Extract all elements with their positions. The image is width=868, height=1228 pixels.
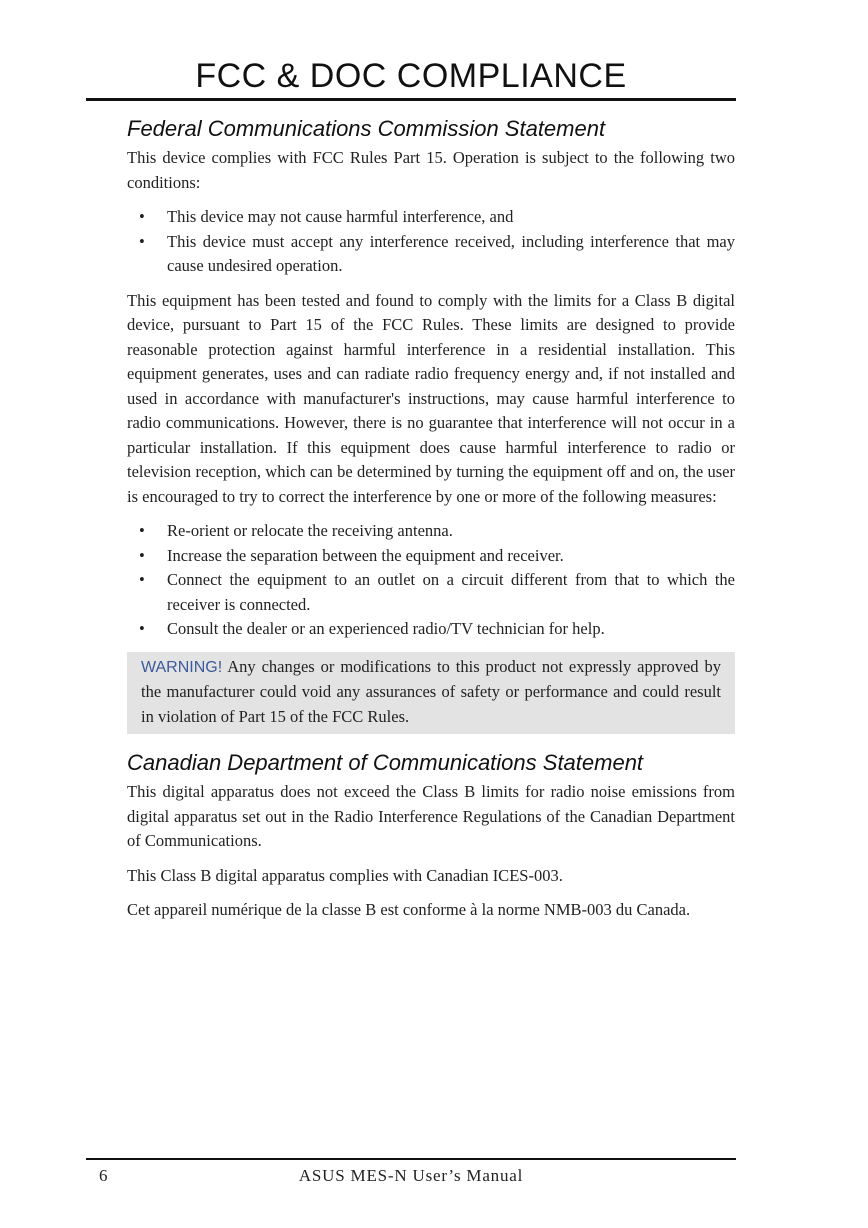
- doc-section-heading: Canadian Department of Communications Statement: [127, 750, 644, 775]
- manual-title: ASUS MES-N User’s Manual: [298, 1166, 524, 1185]
- list-item-text: Re-orient or relocate the receiving antenna.: [167, 521, 453, 540]
- list-item-text: This device must accept any interference received, including interference that may cause undesired operation.: [167, 231, 735, 275]
- list-item-text: Connect the equipment to an outlet on a circuit different from that to which the receiver is connected.: [167, 570, 735, 614]
- bullet-glyph: •: [139, 521, 145, 540]
- fcc-body-paragraph: This equipment has been tested and found to comply with the limits for a Class B digital device, pursuant to Part 15 of the FCC Rules. These limits are designed to provide reasonable protection against harmful interference in a residential installation. This equipment generates, uses and can radiate radio frequency energy and, if not installed and used in accordance with manufacturer's instructions, may cause harmful interference to radio communications. However, there is no guarantee that interference will not occur in a particular installation. If this equipment does cause harmful interference to radio or television reception, which can be determined by turning the equipment off and on, the user is encouraged to try to correct the interference by one or more of the following measures:: [127, 290, 735, 506]
- list-item: [127, 519, 735, 544]
- doc-paragraph: This digital apparatus does not exceed the Class B limits for radio noise emissions from digital apparatus set out in the Radio Interference Regulations of the Canadian Department of Communications.: [127, 782, 735, 850]
- page-number: 6: [99, 1166, 108, 1185]
- bullet-glyph: •: [139, 231, 145, 251]
- list-item-text: Increase the separation between the equipment and receiver.: [167, 545, 564, 565]
- list-item-text: This device may not cause harmful interference, and: [167, 207, 514, 226]
- bullet-glyph: •: [139, 207, 145, 226]
- warning-text: Any changes or modifications to this product not expressly approved by the manufacturer could void any assurances of safety or performance and could result in violation of Part 15 of the FCC Rules.: [141, 656, 721, 726]
- list-item-text: Consult the dealer or an experienced radio/TV technician for help.: [167, 619, 605, 638]
- list-item: [127, 617, 735, 642]
- list-item: [127, 544, 735, 569]
- fcc-conditions-list: [127, 205, 735, 279]
- doc-paragraph: This Class B digital apparatus complies with Canadian ICES-003.: [127, 865, 563, 885]
- footer-divider: [86, 1158, 736, 1160]
- bullet-glyph: •: [139, 570, 145, 589]
- fcc-intro-paragraph: This device complies with FCC Rules Part 15. Operation is subject to the following two conditions:: [127, 148, 735, 192]
- warning-box: [127, 652, 735, 735]
- list-item: [127, 568, 735, 617]
- bullet-glyph: •: [139, 619, 145, 638]
- page-title: FCC & DOC COMPLIANCE: [195, 57, 627, 95]
- page-content: [127, 114, 735, 933]
- bullet-glyph: •: [139, 545, 145, 565]
- header-divider: [86, 98, 736, 101]
- fcc-measures-list: [127, 519, 735, 642]
- doc-paragraph: Cet appareil numérique de la classe B est conforme à la norme NMB-003 du Canada.: [127, 900, 691, 919]
- list-item: [127, 230, 735, 279]
- warning-label: WARNING!: [141, 658, 223, 676]
- list-item: [127, 205, 735, 230]
- fcc-section-heading: Federal Communications Commission Statement: [127, 116, 606, 141]
